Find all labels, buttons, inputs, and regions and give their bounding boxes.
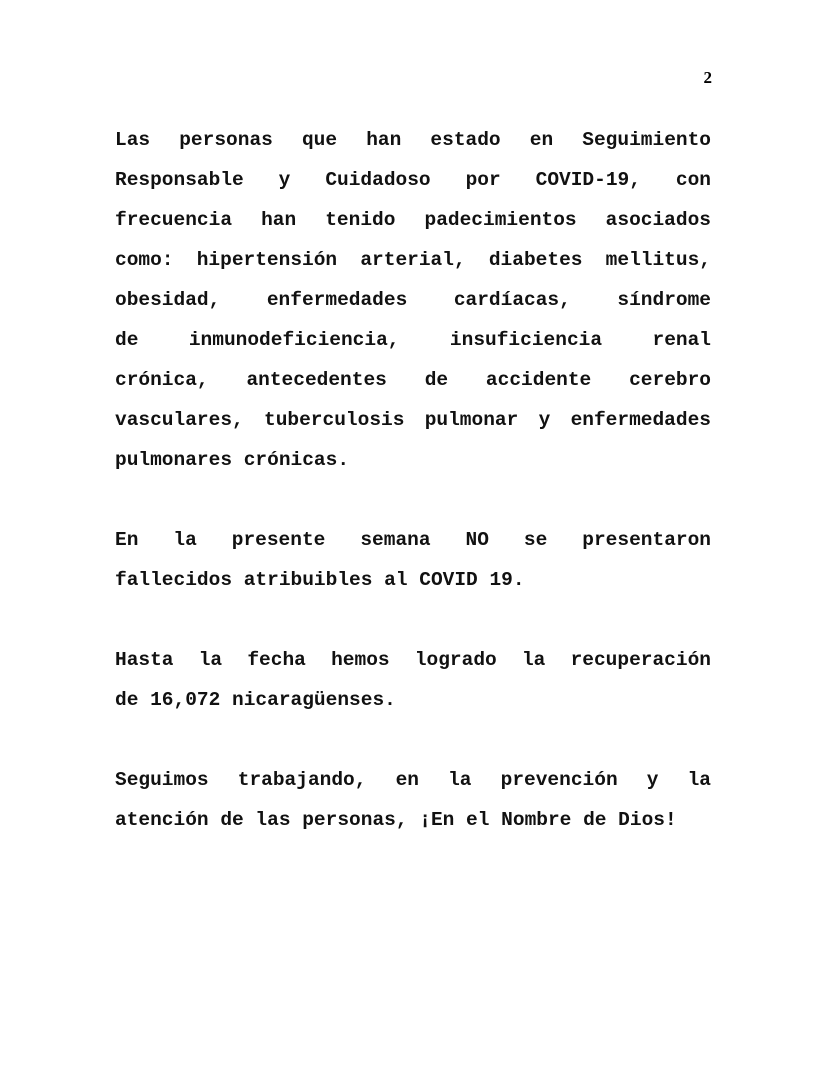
paragraph-closing [115,760,711,840]
text-line: de 16,072 nicaragüenses. [115,689,396,711]
text-line: fallecidos atribuibles al COVID 19. [115,569,525,591]
text-line: pulmonares crónicas. [115,449,350,471]
text-line: Hasta la fecha hemos logrado la recuperación [115,649,711,671]
paragraph-recoveries [115,640,711,720]
text-line: crónica, antecedentes de accidente cerebro [115,369,711,391]
text-line: frecuencia han tenido padecimientos asociados [115,209,711,231]
text-line: atención de las personas, ¡En el Nombre de Dios! [115,809,677,831]
page-number: 2 [703,68,712,87]
paragraph-deaths [115,520,711,600]
text-line: vasculares, tuberculosis pulmonar y enfermedades [115,409,711,431]
text-line: Seguimos trabajando, en la prevención y la [115,769,711,791]
text-line: Las personas que han estado en Seguimiento [115,129,711,151]
text-line: Responsable y Cuidadoso por COVID-19, con [115,169,711,191]
document-body [115,120,711,880]
text-line: de inmunodeficiencia, insuficiencia renal [115,329,711,351]
text-line: En la presente semana NO se presentaron [115,529,711,551]
text-line: como: hipertensión arterial, diabetes mellitus, [115,249,711,271]
text-line: obesidad, enfermedades cardíacas, síndrome [115,289,711,311]
paragraph-comorbidities [115,120,711,480]
